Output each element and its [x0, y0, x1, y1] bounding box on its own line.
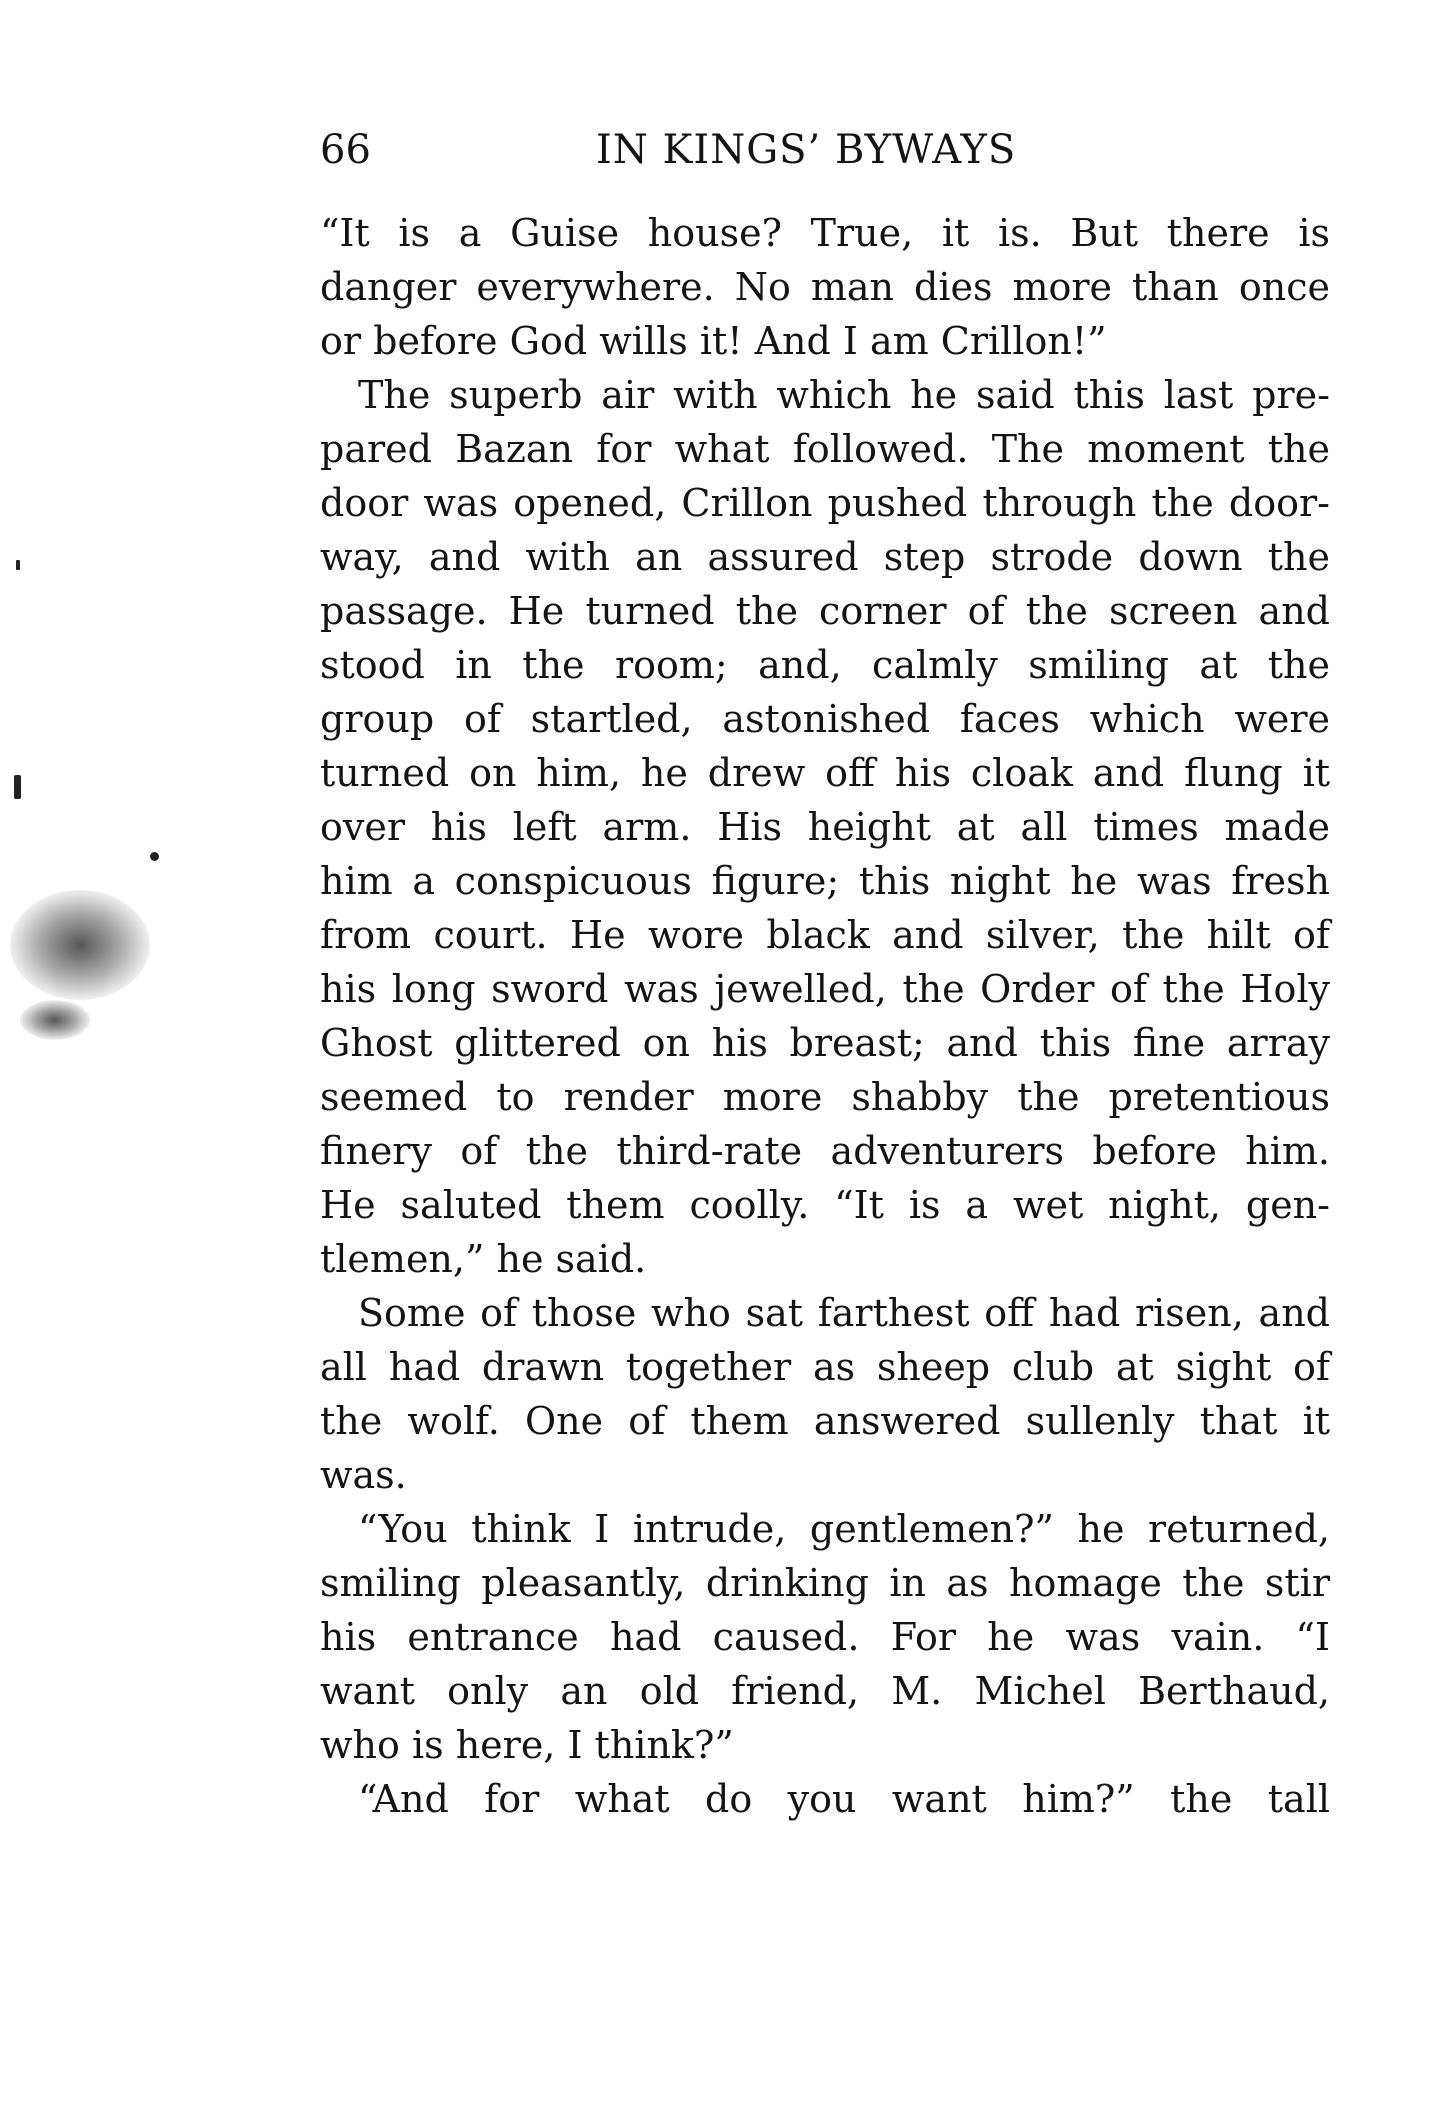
text-line: smiling pleasantly, drinking in as homage the stir: [320, 1561, 1330, 1605]
text-line: group of startled, astonished faces which were: [320, 697, 1330, 741]
text-line: or before God wills it! And I am Crillon!”: [320, 319, 1107, 363]
text-line: tlemen,” he said.: [320, 1237, 647, 1281]
text-line: “It is a Guise house? True, it is. But there is: [320, 211, 1330, 255]
text-line: danger everywhere. No man dies more than once: [320, 265, 1330, 309]
text-line: over his left arm. His height at all times made: [320, 805, 1330, 849]
running-head: [320, 122, 1330, 178]
text-line: all had drawn together as sheep club at sight of: [320, 1345, 1330, 1389]
text-line: him a conspicuous figure; this night he was fresh: [320, 859, 1330, 903]
text-line: finery of the third-rate adventurers before him.: [320, 1129, 1330, 1173]
ink-speck: [16, 560, 20, 570]
text-line: “You think I intrude, gentlemen?” he returned,: [358, 1507, 1330, 1551]
text-line: stood in the room; and, calmly smiling at the: [320, 643, 1330, 687]
text-line: was.: [320, 1453, 407, 1497]
text-line: door was opened, Crillon pushed through the door-: [320, 481, 1330, 525]
text-line: Some of those who sat farthest off had risen, and: [358, 1291, 1330, 1335]
text-line: seemed to render more shabby the pretentious: [320, 1075, 1330, 1119]
text-line: passage. He turned the corner of the screen and: [320, 589, 1330, 633]
ink-smudge: [10, 890, 150, 1000]
text-line: pared Bazan for what followed. The moment the: [320, 427, 1330, 471]
text-line: the wolf. One of them answered sullenly that it: [320, 1399, 1330, 1443]
text-line: Ghost glittered on his breast; and this fine array: [320, 1021, 1330, 1065]
ink-speck: [150, 852, 159, 861]
body-text: [320, 206, 1330, 1826]
page-number: 66: [320, 127, 371, 173]
text-line: want only an old friend, M. Michel Berthaud,: [320, 1669, 1330, 1713]
text-line: who is here, I think?”: [320, 1723, 734, 1767]
text-line: from court. He wore black and silver, the hilt of: [320, 913, 1330, 957]
ink-smudge-small: [20, 1000, 90, 1040]
text-line: The superb air with which he said this last pre-: [358, 373, 1330, 417]
text-line: “And for what do you want him?” the tall: [358, 1777, 1330, 1821]
text-line: way, and with an assured step strode down the: [320, 535, 1330, 579]
text-line: He saluted them coolly. “It is a wet night, gen-: [320, 1183, 1330, 1227]
ink-speck: [14, 775, 21, 799]
text-line: turned on him, he drew off his cloak and flung it: [320, 751, 1330, 795]
text-line: his long sword was jewelled, the Order of the Holy: [320, 967, 1330, 1011]
text-line: his entrance had caused. For he was vain. “I: [320, 1615, 1330, 1659]
running-title: IN KINGS’ BYWAYS: [596, 127, 1017, 173]
